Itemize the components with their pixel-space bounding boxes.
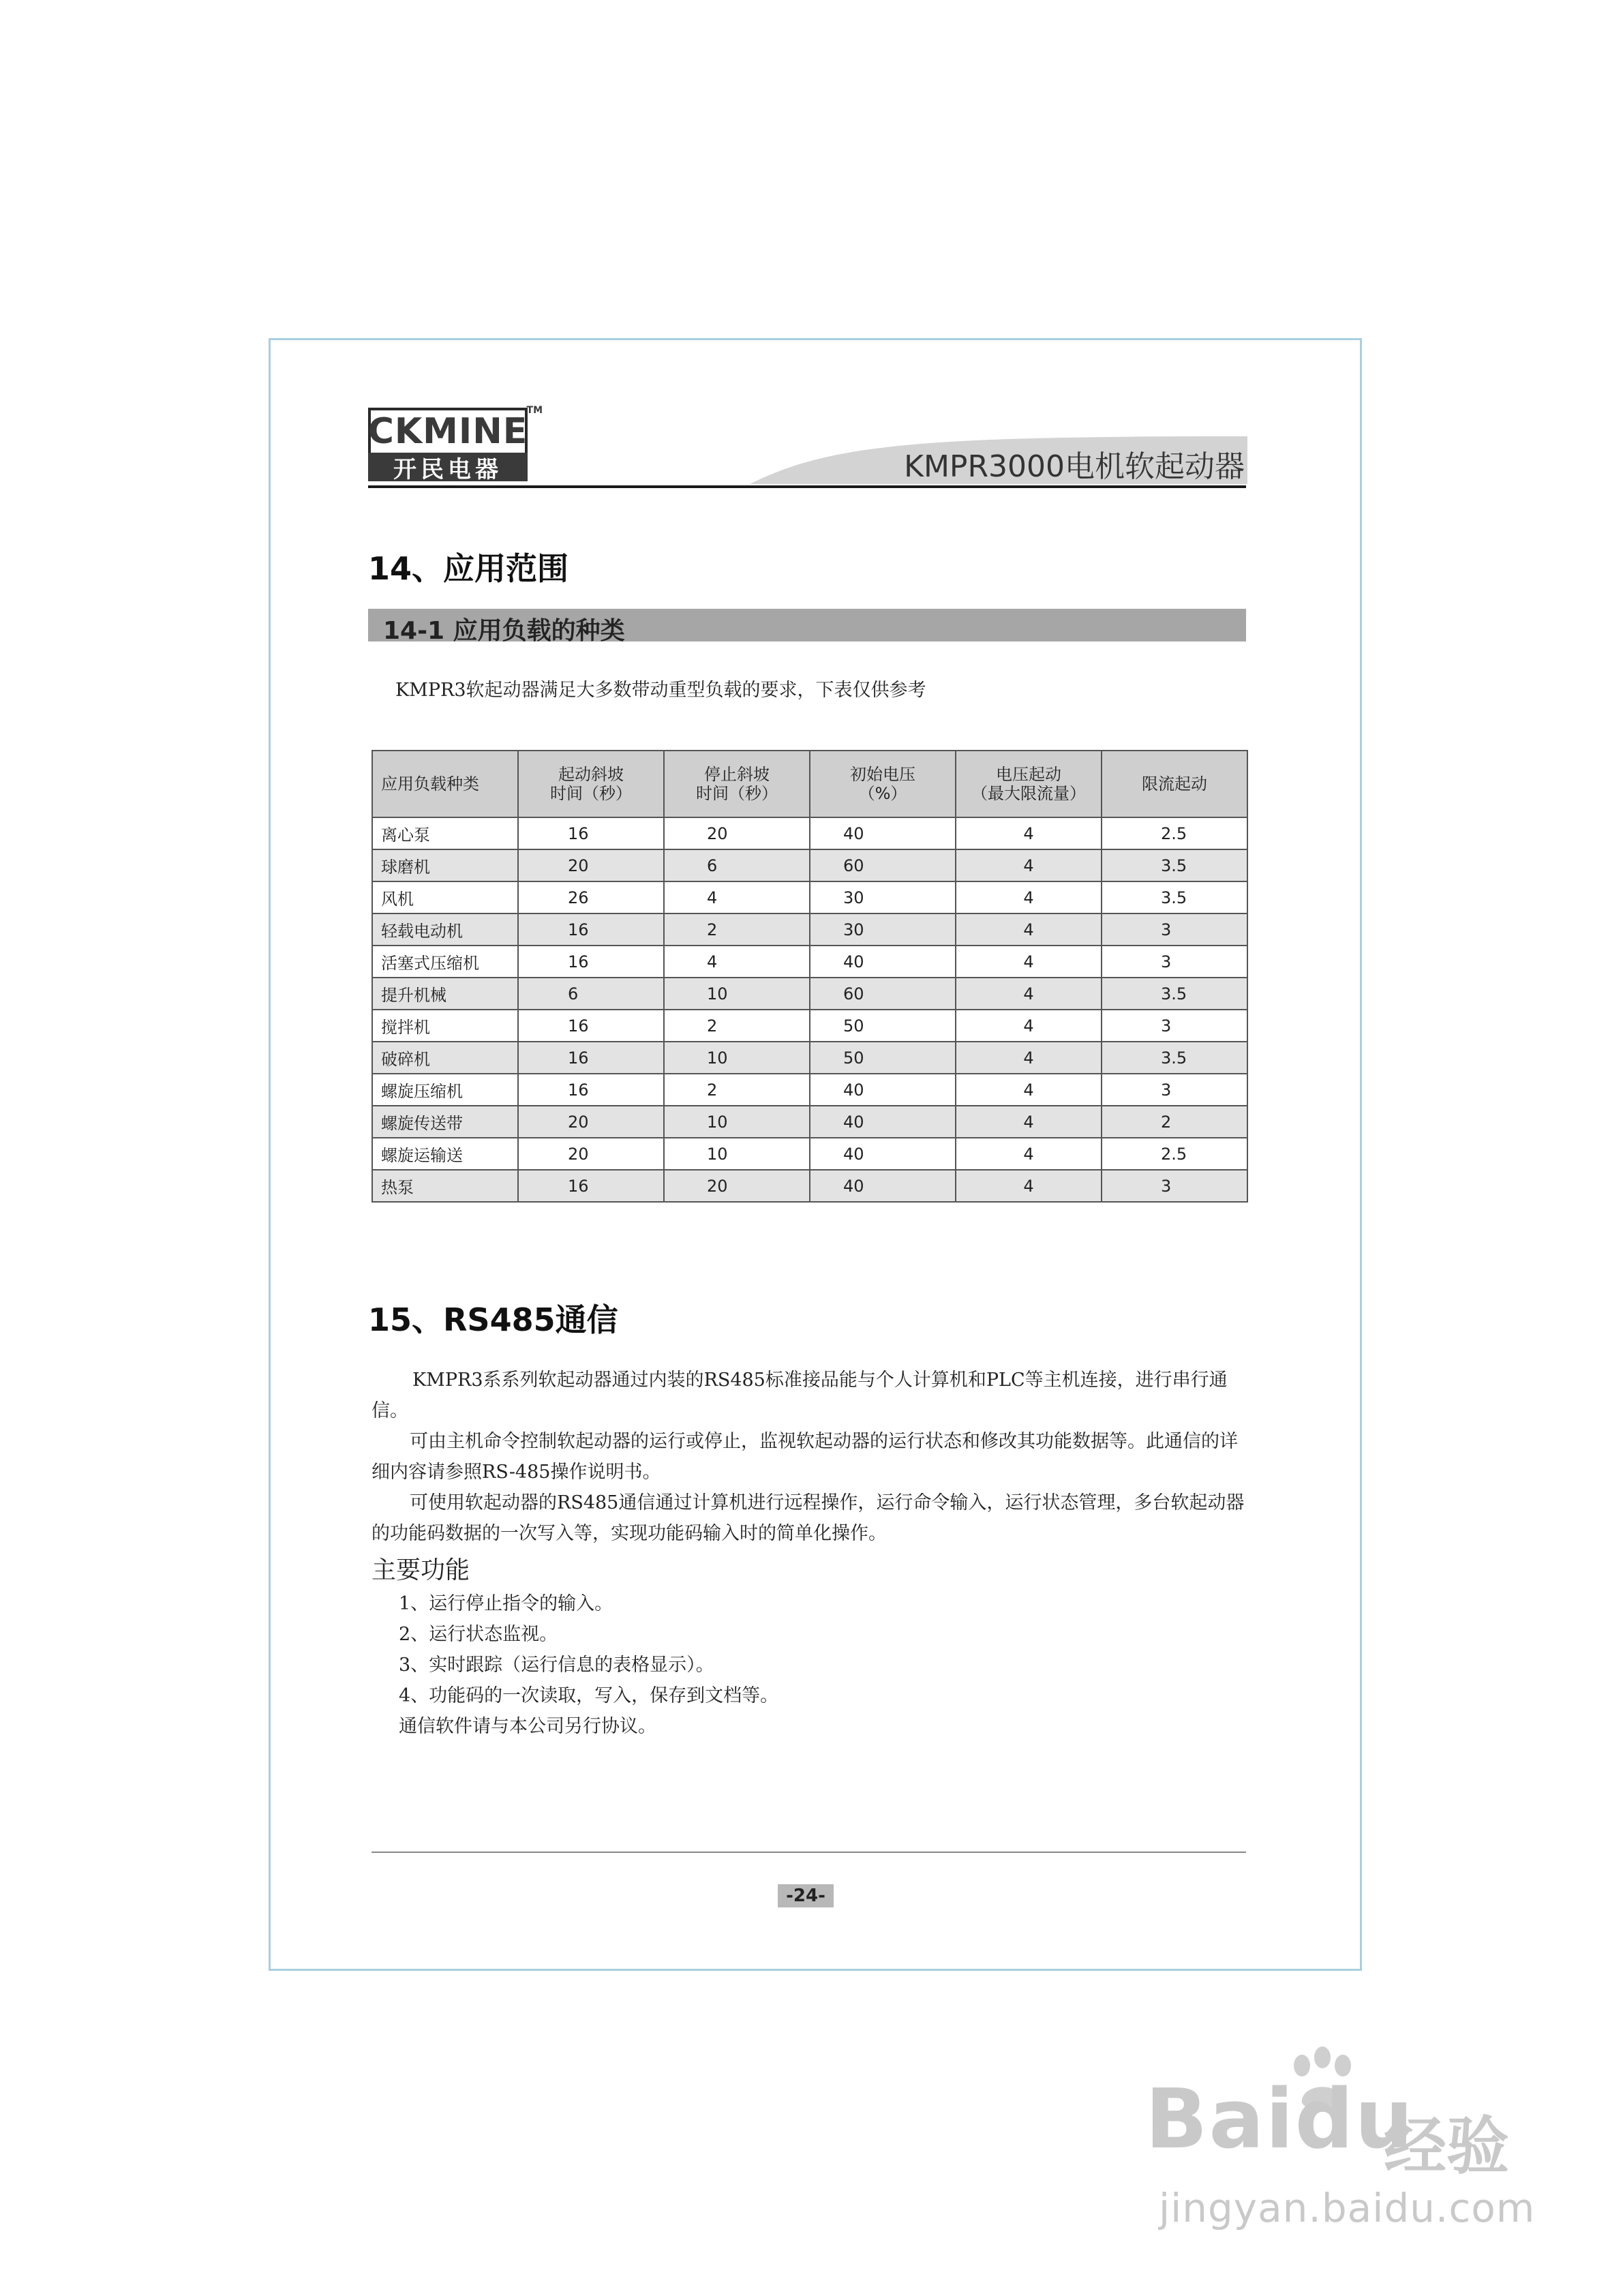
load-type-cell: 球磨机 [372,849,518,881]
watermark-url: jingyan.baidu.com [1159,2185,1536,2231]
value-cell: 3 [1102,913,1247,946]
list-item: 3、实时跟踪（运行信息的表格显示）。 [399,1655,714,1676]
value-cell: 2.5 [1102,1138,1247,1170]
table-row [372,1074,1247,1106]
value-cell: 40 [810,1138,956,1170]
header-cell: 电压起动 （最大限流量） [956,751,1102,817]
value-cell: 4 [664,946,810,978]
functions-list [399,1588,778,1742]
paragraph: 可使用软起动器的RS485通信通过计算机进行远程操作，运行命令输入，运行状态管理，多台软起动器的功能码数据的一次写入等，实现功能码输入时的简单化操作。 [371,1492,1245,1544]
load-types-table [371,750,1248,1203]
value-cell: 4 [956,881,1102,913]
value-cell: 3 [1102,1170,1247,1202]
value-cell: 16 [518,1010,664,1042]
header-cell: 应用负载种类 [372,751,518,817]
logo-wordmark: CKMINE [368,408,528,455]
table-row [372,978,1247,1010]
value-cell: 4 [956,1138,1102,1170]
header-divider [368,485,1246,488]
value-cell: 3 [1102,1010,1247,1042]
logo-trademark: TM [526,405,543,416]
value-cell: 4 [956,1042,1102,1074]
list-item: 2、运行状态监视。 [399,1624,558,1645]
section-14-title: 14、应用范围 [368,550,569,587]
value-cell: 40 [810,946,956,978]
value-cell: 10 [664,978,810,1010]
value-cell: 40 [810,1170,956,1202]
table-row [372,1138,1247,1170]
value-cell: 40 [810,1106,956,1138]
value-cell: 20 [518,1106,664,1138]
value-cell: 50 [810,1042,956,1074]
value-cell: 4 [956,1170,1102,1202]
value-cell: 2.5 [1102,817,1247,849]
table-row [372,1010,1247,1042]
value-cell: 60 [810,849,956,881]
section-15-body [371,1365,1251,1549]
value-cell: 3.5 [1102,1042,1247,1074]
value-cell: 10 [664,1138,810,1170]
list-item: 1、运行停止指令的输入。 [399,1593,613,1614]
table-row [372,817,1247,849]
value-cell: 26 [518,881,664,913]
header-cell: 初始电压 （%） [810,751,956,817]
value-cell: 10 [664,1042,810,1074]
value-cell: 4 [956,1074,1102,1106]
watermark-brand: Baidu [1145,2072,1414,2167]
value-cell: 3 [1102,946,1247,978]
section-14-intro: KMPR3软起动器满足大多数带动重型负载的要求，下表仅供参考 [395,680,926,701]
value-cell: 3.5 [1102,978,1247,1010]
value-cell: 50 [810,1010,956,1042]
value-cell: 16 [518,1170,664,1202]
company-logo [367,405,543,483]
load-type-cell: 螺旋压缩机 [372,1074,518,1106]
watermark-jingyan: 经验 [1384,2110,1510,2183]
baidu-jingyan-watermark [1145,2045,1568,2250]
value-cell: 16 [518,1074,664,1106]
header-cell: 起动斜坡 时间（秒） [518,751,664,817]
value-cell: 4 [956,946,1102,978]
product-title: KMPR3000电机软起动器 [904,449,1245,484]
functions-title: 主要功能 [371,1556,470,1584]
value-cell: 16 [518,913,664,946]
value-cell: 20 [664,817,810,849]
table-row [372,1042,1247,1074]
page-number: -24- [778,1884,834,1907]
value-cell: 60 [810,978,956,1010]
paragraph: 可由主机命令控制软起动器的运行或停止，监视软起动器的运行状态和修改其功能数据等。此通信的详细内容请参照RS-485操作说明书。 [371,1431,1238,1483]
value-cell: 20 [518,1138,664,1170]
value-cell: 4 [956,1010,1102,1042]
value-cell: 4 [664,881,810,913]
value-cell: 4 [956,978,1102,1010]
section-15-title: 15、RS485通信 [368,1301,618,1338]
table-row [372,881,1247,913]
value-cell: 30 [810,881,956,913]
table-row [372,849,1247,881]
value-cell: 2 [664,1074,810,1106]
logo-chinese-name: 开民电器 [368,453,528,481]
value-cell: 40 [810,1074,956,1106]
value-cell: 4 [956,913,1102,946]
value-cell: 16 [518,946,664,978]
value-cell: 4 [956,849,1102,881]
value-cell: 3 [1102,1074,1247,1106]
load-type-cell: 热泵 [372,1170,518,1202]
table-row [372,1106,1247,1138]
value-cell: 20 [664,1170,810,1202]
subsection-14-1-title: 14-1 应用负载的种类 [383,617,625,645]
value-cell: 16 [518,817,664,849]
header-cell: 限流起动 [1102,751,1247,817]
load-type-cell: 活塞式压缩机 [372,946,518,978]
load-type-cell: 螺旋运输送 [372,1138,518,1170]
list-item: 4、功能码的一次读取，写入，保存到文档等。 [399,1685,779,1706]
load-type-cell: 破碎机 [372,1042,518,1074]
paragraph: KMPR3系系列软起动器通过内装的RS485标准接品能与个人计算机和PLC等主机连接，进行串行通信。 [371,1370,1228,1421]
value-cell: 6 [664,849,810,881]
table-header-row [372,751,1247,817]
value-cell: 2 [1102,1106,1247,1138]
list-item: 通信软件请与本公司另行协议。 [399,1716,656,1737]
header-cell: 停止斜坡 时间（秒） [664,751,810,817]
value-cell: 2 [664,1010,810,1042]
value-cell: 3.5 [1102,881,1247,913]
value-cell: 4 [956,1106,1102,1138]
load-type-cell: 轻载电动机 [372,913,518,946]
load-type-cell: 离心泵 [372,817,518,849]
load-type-cell: 提升机械 [372,978,518,1010]
value-cell: 2 [664,913,810,946]
value-cell: 10 [664,1106,810,1138]
table-row [372,913,1247,946]
value-cell: 6 [518,978,664,1010]
value-cell: 3.5 [1102,849,1247,881]
value-cell: 20 [518,849,664,881]
load-type-cell: 搅拌机 [372,1010,518,1042]
subsection-14-1-bar [368,609,1246,645]
value-cell: 4 [956,817,1102,849]
value-cell: 40 [810,817,956,849]
table-row [372,946,1247,978]
value-cell: 16 [518,1042,664,1074]
table-row [372,1170,1247,1202]
load-type-cell: 螺旋传送带 [372,1106,518,1138]
load-type-cell: 风机 [372,881,518,913]
footer-divider [371,1852,1246,1853]
value-cell: 30 [810,913,956,946]
